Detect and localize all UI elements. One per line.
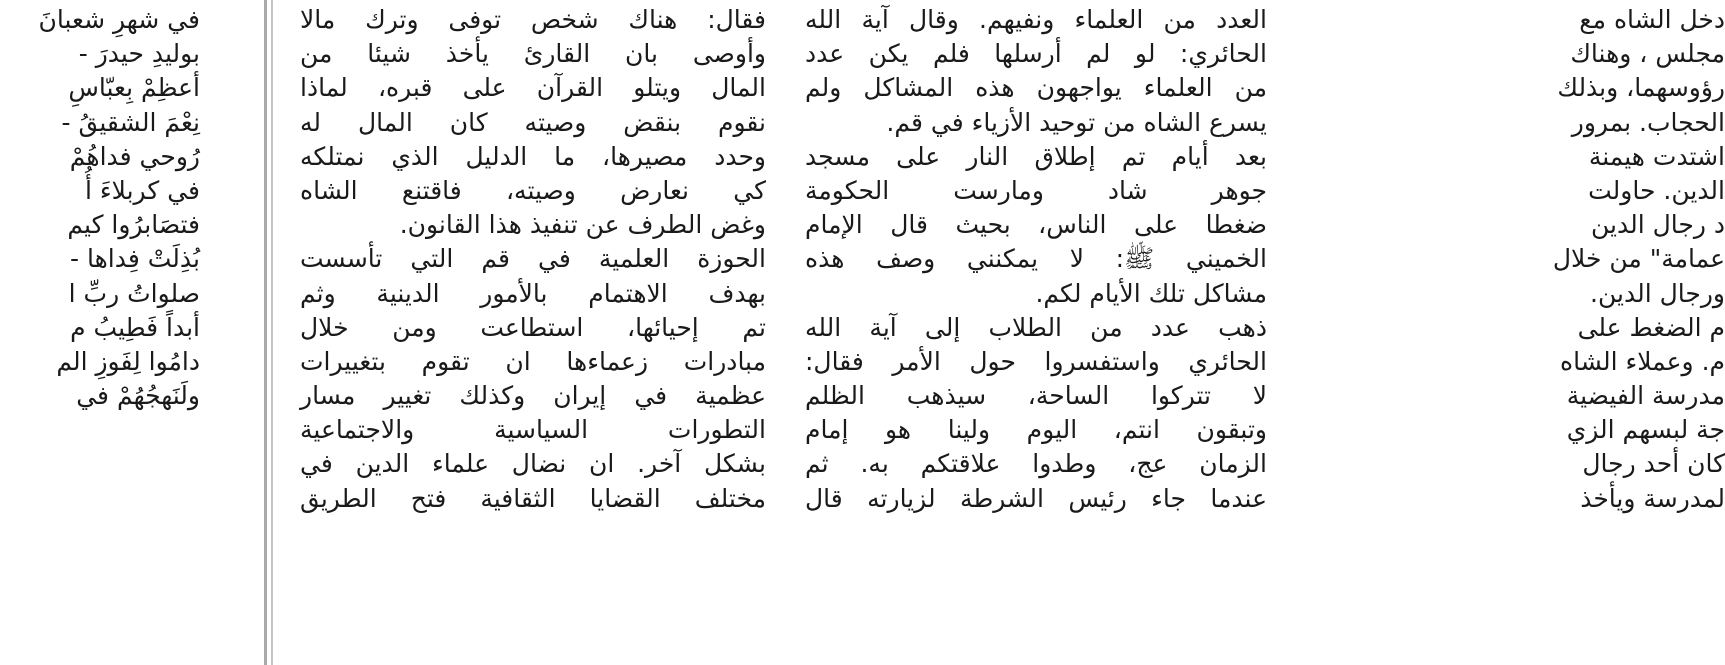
paragraph-line: كي نعارض وصيته، فاقتنع الشاه <box>300 175 766 205</box>
column-divider <box>264 0 267 665</box>
poem-line: فتصَابرُوا كيم <box>67 210 200 240</box>
paragraph-line: مختلف القضايا الثقافية فتح الطريق <box>300 483 766 513</box>
poem-line: نِعْمَ الشقيقُ - <box>61 107 200 137</box>
paragraph-line: فقال: هناك شخص توفى وترك مالا <box>300 5 766 34</box>
text-column-b <box>300 0 766 665</box>
paragraph-line: بعد أيام تم إطلاق النار على مسجد <box>805 141 1267 171</box>
paragraph-line: عظمية في إيران وكذلك تغيير مسار <box>300 381 766 411</box>
poem-line: أبداً فَطِيبُ م <box>70 312 200 342</box>
paragraph-line: وتبقون انتم، اليوم ولينا هو إمام <box>805 415 1267 445</box>
poem-line: بُذِلَتْ فِداها - <box>70 244 200 274</box>
paragraph-line: من العلماء يواجهون هذه المشاكل ولم <box>805 73 1267 103</box>
paragraph-line: الحجاب. بمرور <box>1571 107 1725 137</box>
paragraph-line: رؤوسهما، وبذلك <box>1557 73 1725 103</box>
paragraph-line: الحائري واستفسروا حول الأمر فقال: <box>805 346 1267 376</box>
paragraph-line: ضغطا على الناس، بحيث قال الإمام <box>805 210 1267 240</box>
paragraph-line: عندما جاء رئيس الشرطة لزيارته قال <box>805 483 1267 513</box>
paragraph-line: بشكل آخر. ان نضال علماء الدين في <box>300 449 766 479</box>
paragraph-line: مبادرات زعماءها ان تقوم بتغييرات <box>300 346 766 376</box>
text-column-d <box>1305 0 1725 665</box>
paragraph-line: جوهر شاد ومارست الحكومة <box>805 175 1267 205</box>
paragraph-line: الحائري: لو لم أرسلها فلم يكن عدد <box>805 39 1267 69</box>
paragraph-line: يسرع الشاه من توحيد الأزياء في قم. <box>886 107 1267 137</box>
paragraph-line: المال ويتلو القرآن على قبره، لماذا <box>300 73 766 103</box>
paragraph-line: اشتدت هيمنة <box>1588 141 1725 171</box>
paragraph-line: وأوصى بان القارئ يأخذ شيئا من <box>300 39 766 69</box>
paragraph-line: الدين. حاولت <box>1588 175 1725 205</box>
paragraph-line: جة لبسهم الزي <box>1566 415 1725 445</box>
poem-line: رُوحي فداهُمْ <box>69 141 200 171</box>
paragraph-line: م الضغط على <box>1577 312 1725 342</box>
poem-line: صلواتُ ربِّ ا <box>68 278 200 308</box>
paragraph-line: لمدرسة ويأخذ <box>1580 483 1725 513</box>
paragraph-line: كان أحد رجال <box>1582 449 1725 479</box>
paragraph-line: مجلس ، وهناك <box>1570 39 1725 69</box>
poem-line: في شهرِ شعبانَ <box>38 5 200 34</box>
paragraph-line: الخميني ﷺ: لا يمكنني وصف هذه <box>805 244 1267 274</box>
poem-column <box>0 0 258 665</box>
poem-line: أعظِمْ بِعبّاسِ <box>68 73 200 103</box>
paragraph-line: نقوم بنقض وصيته كان المال له <box>300 107 766 137</box>
paragraph-line: ورجال الدين. <box>1590 278 1725 308</box>
poem-line: بوليدِ حيدرَ - <box>78 39 200 69</box>
paragraph-line: بهدف الاهتمام بالأمور الدينية وثم <box>300 278 766 308</box>
poem-line: دامُوا لِفَوزِ الم <box>56 346 200 376</box>
paragraph-line: د رجال الدين <box>1590 210 1725 240</box>
column-divider-inner <box>271 0 273 665</box>
poem-line: ولَنَهجُهُمْ في <box>76 381 200 411</box>
paragraph-line: دخل الشاه مع <box>1579 5 1725 34</box>
paragraph-line: ذهب عدد من الطلاب إلى آية الله <box>805 312 1267 342</box>
paragraph-line: مدرسة الفيضية <box>1566 381 1725 411</box>
paragraph-line: تم إحيائها، استطاعت ومن خلال <box>300 312 766 342</box>
paragraph-line: التطورات السياسية والاجتماعية <box>300 415 766 445</box>
paragraph-line: وحدد مصيرها، ما الدليل الذي نمتلكه <box>300 141 766 171</box>
paragraph-line: الحوزة العلمية في قم التي تأسست <box>300 244 766 274</box>
paragraph-line: مشاكل تلك الأيام لكم. <box>1035 278 1267 308</box>
text-column-c <box>805 0 1267 665</box>
poem-line: في كربلاءَ أُ <box>85 175 200 205</box>
paragraph-line: لا تتركوا الساحة، سيذهب الظلم <box>805 381 1267 411</box>
paragraph-line: م. وعملاء الشاه <box>1559 346 1725 376</box>
paragraph-line: وغض الطرف عن تنفيذ هذا القانون. <box>399 210 766 240</box>
paragraph-line: العدد من العلماء ونفيهم. وقال آية الله <box>805 5 1267 34</box>
paragraph-line: الزمان عج، وطدوا علاقتكم به. ثم <box>805 449 1267 479</box>
paragraph-line: عمامة" من خلال <box>1552 244 1725 274</box>
